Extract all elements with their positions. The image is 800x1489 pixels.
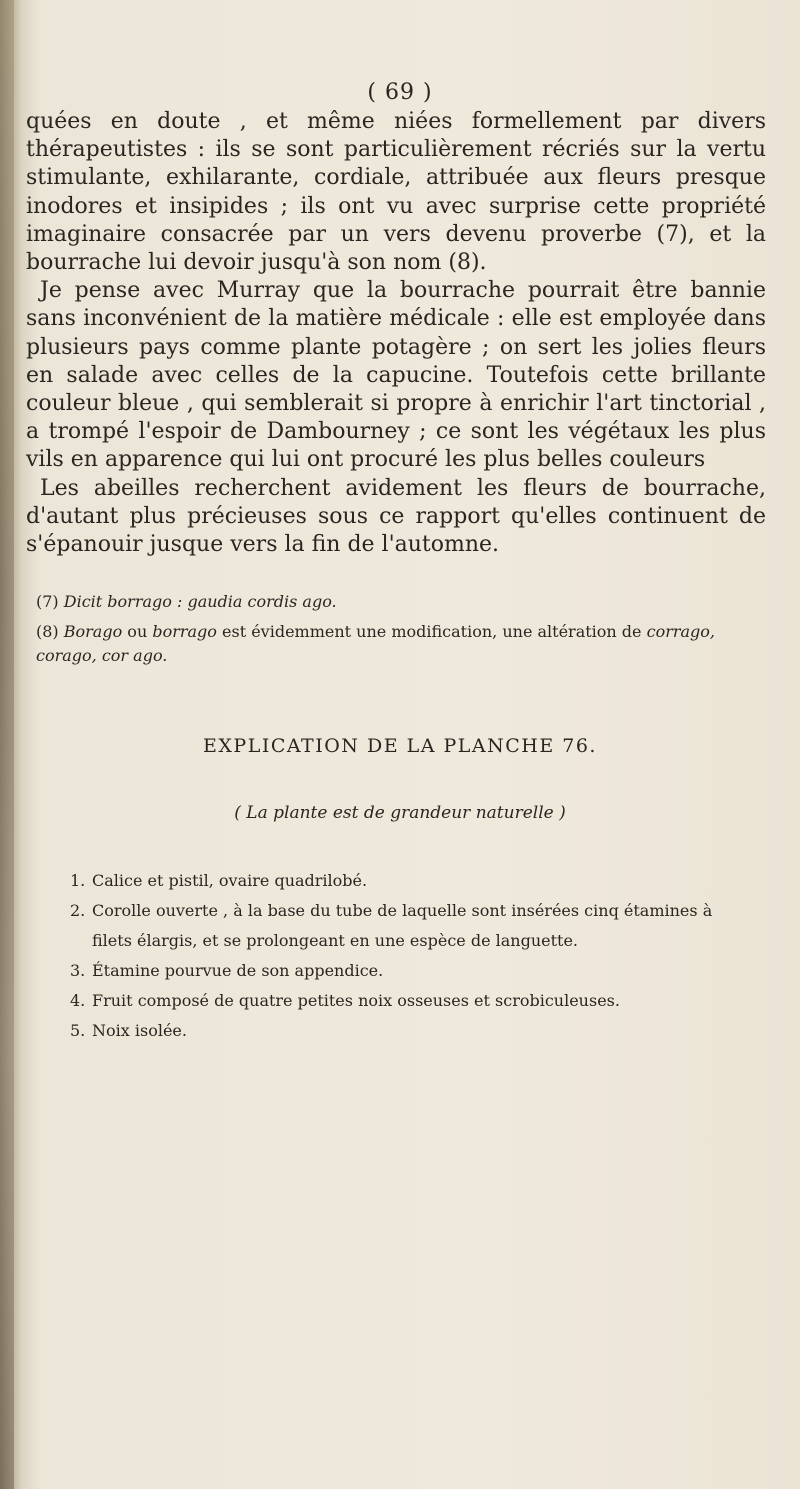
item-text: Noix isolée.: [92, 1021, 187, 1040]
plate-title: EXPLICATION DE LA PLANCHE 76.: [203, 735, 597, 757]
item-text: Fruit composé de quatre petites noix osseuses et scrobiculeuses.: [92, 991, 620, 1010]
footnote-8: [26, 620, 766, 668]
footnote-text: ou: [122, 622, 153, 641]
item-number: 3.: [70, 961, 86, 980]
list-item: [70, 1016, 750, 1046]
item-number: 4.: [70, 991, 86, 1010]
footnote-italic: corrago, corago, cor ago.: [36, 622, 715, 665]
plate-subtitle: ( La plante est de grandeur naturelle ): [234, 803, 566, 823]
footnote-7: [26, 590, 766, 614]
item-text: Étamine pourvue de son appendice.: [92, 961, 384, 980]
item-text: Corolle ouverte , à la base du tube de laquelle sont insérées cinq étamines à filets élargis, et se prolongeant en une espèce de languette.: [92, 901, 713, 950]
footnote-italic: borrago: [152, 622, 217, 641]
paragraph: Je pense avec Murray que la bourrache pourrait être bannie sans inconvénient de la matière médicale : elle est employée dans plusieurs pays comme plante potagère ; on sert les jolies fleurs en salade avec celles de la capucine. Toutefois cette brillante couleur bleue , qui semblerait si propre à enrichir l'art tinctorial , a trompé l'espoir de Dambourney ; ce sont les végétaux les plus vils en apparence qui lui ont procuré les plus belles couleurs: [26, 278, 766, 473]
footnote-text: Dicit borrago : gaudia cordis ago.: [63, 592, 337, 611]
item-number: 2.: [70, 901, 86, 920]
list-item: [70, 986, 750, 1016]
paragraph: Les abeilles recherchent avidement les fleurs de bourrache, d'autant plus précieuses sous ce rapport qu'elles continuent de s'épanouir jusque vers la fin de l'automne.: [26, 475, 766, 558]
footnotes: [26, 590, 766, 674]
item-text: Calice et pistil, ovaire quadrilobé.: [92, 871, 368, 890]
paragraph: quées en doute , et même niées formellement par divers thérapeutistes : ils se sont particulièrement récriés sur la vertu stimulante, exhilarante, cordiale, attribuée aux fleurs presque inodores et insipides ; ils ont vu avec surprise cette propriété imaginaire consacrée par un vers devenu proverbe (7), et la bourrache lui devoir jusqu'à son nom (8).: [26, 109, 766, 276]
list-item: [70, 956, 750, 986]
item-number: 5.: [70, 1021, 86, 1040]
list-item: [70, 866, 750, 896]
footnote-number: (8): [36, 622, 59, 641]
plate-explanation-list: [70, 866, 750, 1046]
footnote-text: est évidemment une modification, une altération de: [216, 622, 647, 641]
page-number: ( 69 ): [367, 80, 433, 105]
footnote-italic: Borago: [63, 622, 123, 641]
list-item: [70, 896, 750, 956]
item-number: 1.: [70, 871, 86, 890]
footnote-number: (7): [36, 592, 59, 611]
main-text-body: [26, 108, 766, 559]
